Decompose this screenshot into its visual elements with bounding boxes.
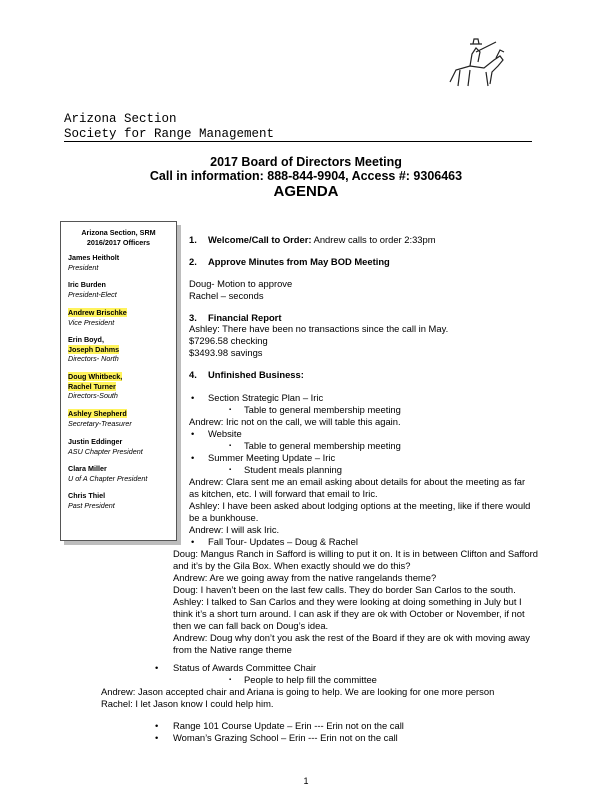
note-line: Rachel: I let Jason know I could help him. — [101, 698, 274, 709]
sub-bullet-item: Student meals planning — [244, 464, 342, 475]
item1-number: 1. — [189, 234, 197, 245]
note-line: as kitchen, etc. I will forward that email to Iric. — [189, 488, 378, 499]
item3-note: Ashley: There have been no transactions since the call in May. — [189, 323, 449, 334]
cowboy-on-horse-icon — [440, 30, 510, 90]
officer-entry: Andrew Brischke Vice President — [68, 308, 127, 327]
org-name-line2: Society for Range Management — [64, 127, 275, 141]
header-rule — [64, 141, 532, 142]
agenda-heading: AGENDA — [273, 183, 339, 200]
item3-heading: Financial Report — [208, 312, 282, 323]
bullet-icon: • — [191, 392, 195, 403]
note-line: Ashley: I have been asked about lodging options at the meeting, like if there would — [189, 500, 531, 511]
meeting-title: 2017 Board of Directors Meeting — [210, 155, 402, 169]
officer-entry: James Heitholt President — [68, 253, 120, 272]
note-line: Andrew: Doug why don’t you ask the rest of the Board if they are ok with moving away — [173, 632, 530, 643]
bullet-item: Range 101 Course Update – Erin --- Erin not on the call — [173, 720, 404, 731]
sub-bullet-item: Table to general membership meeting — [244, 404, 401, 415]
note-line: Andrew: I will ask Iric. — [189, 524, 280, 535]
item1-line: Welcome/Call to Order: Andrew calls to order 2:33pm — [208, 234, 436, 245]
note-line: Andrew: Iric not on the call, we will table this again. — [189, 416, 401, 427]
item2-number: 2. — [189, 256, 197, 267]
officers-box — [60, 221, 177, 541]
note-line: be a bunkhouse. — [189, 512, 259, 523]
bullet-item: Summer Meeting Update – Iric — [208, 452, 336, 463]
officers-heading: Arizona Section, SRM 2016/2017 Officers — [81, 228, 156, 247]
item2-note: Rachel – seconds — [189, 290, 264, 301]
call-in-info: Call in information: 888-844-9904, Access #: 9306463 — [149, 169, 463, 183]
note-line: Doug: Mangus Ranch in Safford is willing to put it on. It is in between Clifton and Safford — [173, 548, 538, 559]
bullet-item: Status of Awards Committee Chair — [173, 662, 317, 673]
item2-note: Doug- Motion to approve — [189, 278, 293, 289]
note-line: Doug: I haven’t been on the last few calls. They do border San Carlos to the south. — [173, 584, 516, 595]
bullet-item: Section Strategic Plan – Iric — [208, 392, 324, 403]
bullet-icon: • — [191, 536, 195, 547]
sub-bullet-item: People to help fill the committee — [244, 674, 377, 685]
bullet-item: Fall Tour- Updates – Doug & Rachel — [208, 536, 358, 547]
bullet-icon: • — [191, 452, 195, 463]
square-bullet-icon: ▪ — [229, 467, 232, 473]
bullet-icon: • — [191, 428, 195, 439]
note-line: and it’s by the Gila Box. When exactly should we do this? — [173, 560, 411, 571]
item4-number: 4. — [189, 369, 197, 380]
officer-entry: Erin Boyd, Joseph Dahms Directors- North — [68, 335, 120, 364]
bullet-item: Website — [208, 428, 242, 439]
bullet-icon: • — [155, 732, 159, 743]
org-name-line1: Arizona Section — [64, 112, 177, 126]
officer-entry: Chris Thiel Past President — [68, 491, 115, 510]
item4-heading: Unfinished Business: — [208, 369, 304, 380]
item3-savings: $3493.98 savings — [189, 347, 263, 358]
item2-heading: Approve Minutes from May BOD Meeting — [208, 256, 390, 267]
page-number: 1 — [303, 776, 309, 786]
bullet-icon: • — [155, 662, 159, 673]
note-line: Andrew: Clara sent me an email asking about details for about the meeting as far — [189, 476, 526, 487]
officer-entry: Iric Burden President-Elect — [68, 280, 117, 299]
square-bullet-icon: ▪ — [229, 443, 232, 449]
item3-number: 3. — [189, 312, 197, 323]
note-line: Andrew: Jason accepted chair and Ariana is going to help. We are looking for one more person — [101, 686, 495, 697]
note-line: from the Native range theme — [173, 644, 292, 655]
note-line: then we can fall back on Doug’s idea. — [173, 620, 329, 631]
officer-entry: Clara Miller U of A Chapter President — [68, 464, 148, 483]
square-bullet-icon: ▪ — [229, 677, 232, 683]
sub-bullet-item: Table to general membership meeting — [244, 440, 401, 451]
officer-entry: Doug Whitbeck, Rachel Turner Directors-South — [68, 372, 123, 401]
square-bullet-icon: ▪ — [229, 407, 232, 413]
officer-entry: Ashley Shepherd Secretary-Treasurer — [68, 409, 132, 428]
officer-entry: Justin Eddinger ASU Chapter President — [68, 437, 143, 456]
bullet-icon: • — [155, 720, 159, 731]
note-line: think it’s a short turn around. I can ask if they are ok with October or November, if not — [173, 608, 525, 619]
item3-checking: $7296.58 checking — [189, 335, 268, 346]
note-line: Ashley: I talked to San Carlos and they were looking at doing something in July but I — [173, 596, 522, 607]
bullet-item: Woman’s Grazing School – Erin --- Erin not on the call — [173, 732, 398, 743]
note-line: Andrew: Are we going away from the native rangelands theme? — [173, 572, 437, 583]
